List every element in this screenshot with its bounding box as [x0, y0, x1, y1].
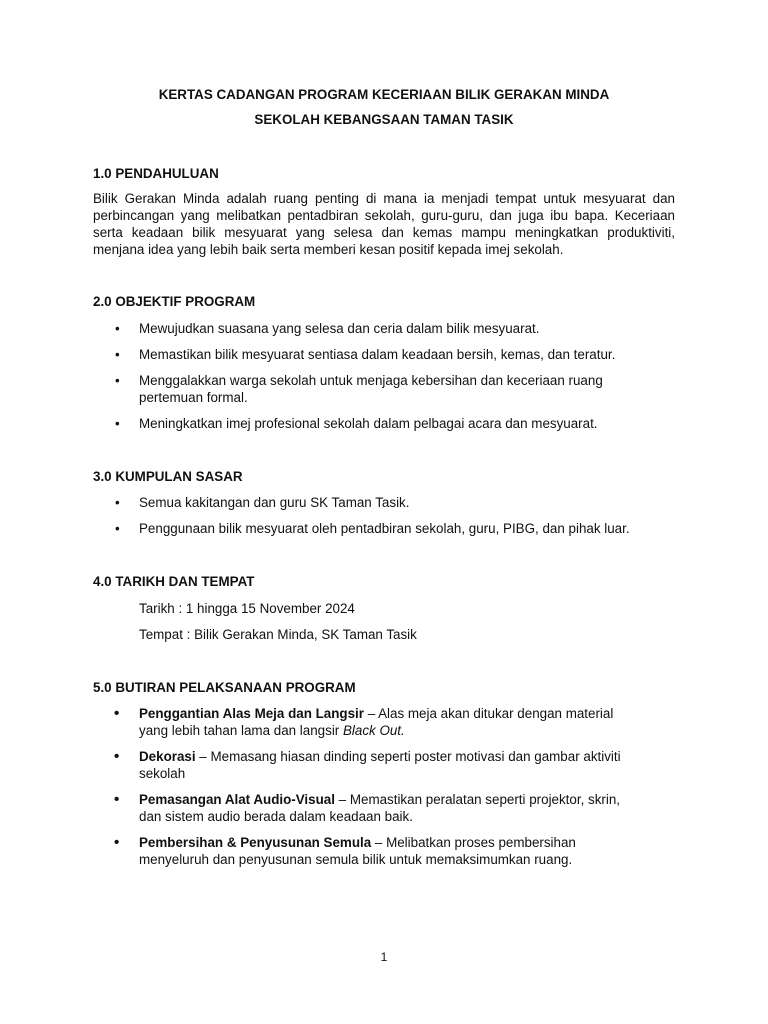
section-paragraph-pendahuluan: Bilik Gerakan Minda adalah ruang penting di mana ia menjadi tempat untuk mesyuarat dan perbincangan yang melibatkan pentadbiran sekolah, guru-guru, dan juga ibu bapa. Keceriaan serta keadaan bilik mesyuarat yang selesa dan kemas mampu meningkatkan produktiviti, menjana idea yang lebih baik serta memberi kesan positif kepada imej sekolah. — [93, 191, 675, 257]
list-item: • Pemasangan Alat Audio-Visual – Memastikan peralatan seperti projektor, skrin, dan sistem audio berada dalam keadaan baik. — [114, 791, 621, 824]
list-item: • Meningkatkan imej profesional sekolah dalam pelbagai acara dan mesyuarat. — [115, 416, 598, 431]
butiran-list — [93, 705, 653, 877]
section-heading-objektif: 2.0 OBJEKTIF PROGRAM — [93, 294, 256, 309]
document-title: KERTAS CADANGAN PROGRAM KECERIAAN BILIK GERAKAN MINDA — [158, 87, 610, 102]
document-page — [93, 0, 675, 1024]
bullet-icon: • — [115, 321, 120, 336]
section-heading-kumpulan-sasar: 3.0 KUMPULAN SASAR — [93, 469, 243, 484]
bullet-icon: • — [115, 347, 120, 362]
list-item: • Penggantian Alas Meja dan Langsir – Alas meja akan ditukar dengan material yang lebih tahan lama dan langsir Black Out. — [114, 705, 614, 738]
tarikh-line: Tarikh : 1 hingga 15 November 2024 — [139, 601, 355, 616]
bullet-icon: • — [115, 416, 120, 431]
bullet-icon: • — [115, 495, 120, 510]
bullet-icon: • — [115, 373, 120, 388]
kumpulan-sasar-list — [93, 494, 675, 546]
document-subtitle: SEKOLAH KEBANGSAAN TAMAN TASIK — [254, 112, 514, 127]
list-item: • Semua kakitangan dan guru SK Taman Tasik. — [115, 495, 410, 510]
list-item: • Menggalakkan warga sekolah untuk menjaga kebersihan dan keceriaan ruang pertemuan formal. — [115, 373, 603, 405]
tempat-line: Tempat : Bilik Gerakan Minda, SK Taman Tasik — [139, 627, 417, 642]
section-heading-butiran: 5.0 BUTIRAN PELAKSANAAN PROGRAM — [93, 680, 356, 695]
list-item: • Pembersihan & Penyusunan Semula – Melibatkan proses pembersihan menyeluruh dan penyusunan semula bilik untuk memaksimumkan ruang. — [114, 834, 576, 867]
objektif-list — [93, 320, 675, 441]
list-item: • Dekorasi – Memasang hiasan dinding seperti poster motivasi dan gambar aktiviti sekolah — [114, 748, 621, 781]
section-heading-tarikh-tempat: 4.0 TARIKH DAN TEMPAT — [93, 574, 255, 589]
bullet-icon: • — [114, 705, 120, 722]
list-item: • Penggunaan bilik mesyuarat oleh pentadbiran sekolah, guru, PIBG, dan pihak luar. — [115, 521, 630, 536]
list-item: • Memastikan bilik mesyuarat sentiasa dalam keadaan bersih, kemas, dan teratur. — [115, 347, 616, 362]
bullet-icon: • — [114, 834, 120, 851]
bullet-icon: • — [114, 748, 120, 765]
list-item: • Mewujudkan suasana yang selesa dan ceria dalam bilik mesyuarat. — [115, 321, 540, 336]
section-heading-pendahuluan: 1.0 PENDAHULUAN — [93, 166, 219, 181]
bullet-icon: • — [115, 521, 120, 536]
page-number: 1 — [380, 950, 388, 964]
bullet-icon: • — [114, 791, 120, 808]
